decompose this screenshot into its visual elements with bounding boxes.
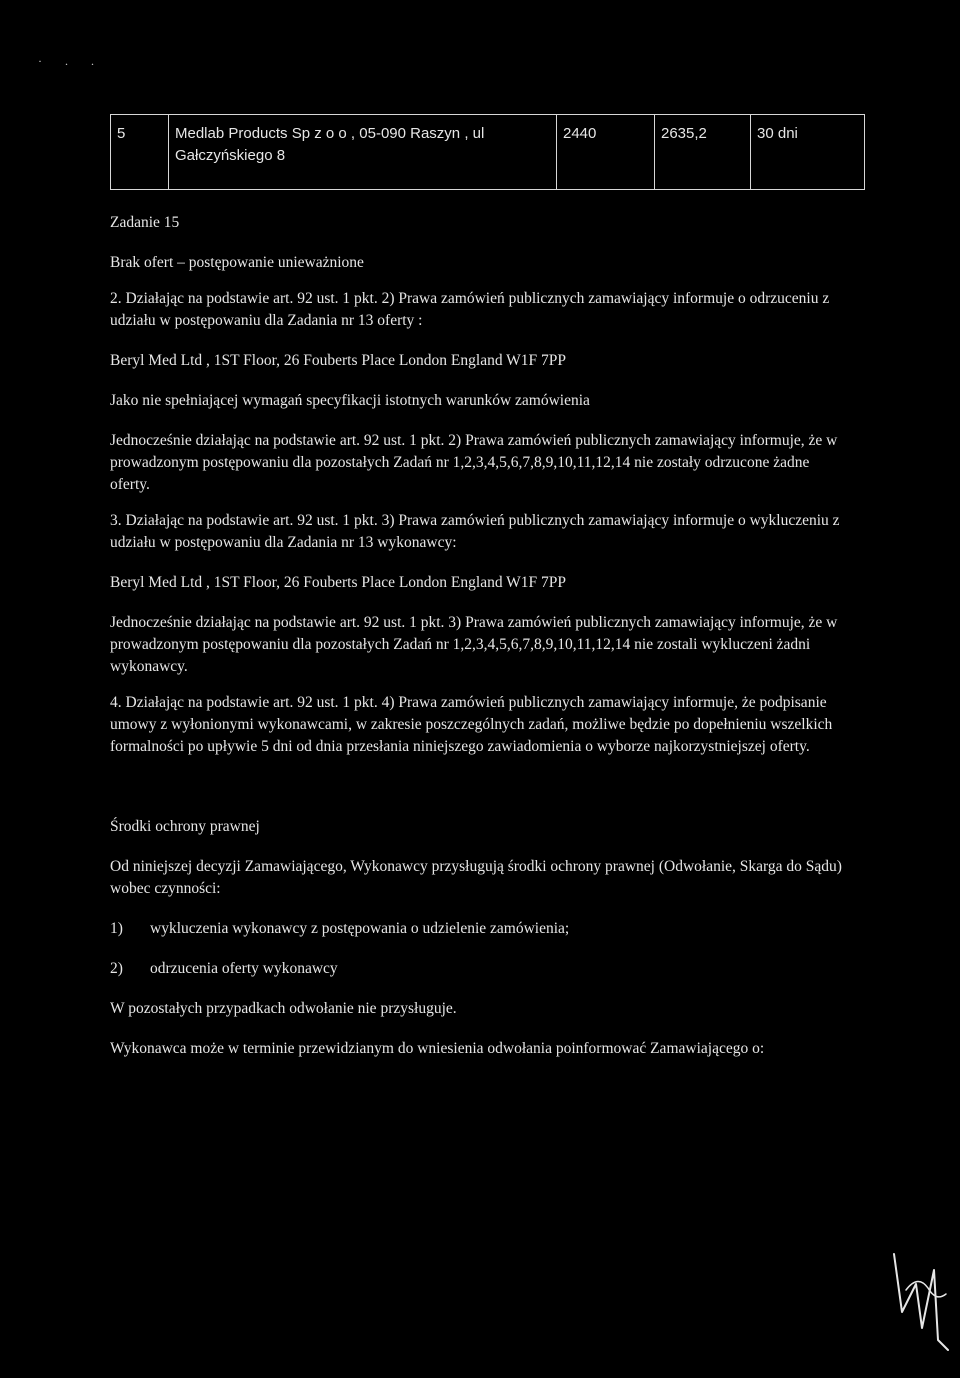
section2-note: Jednocześnie działając na podstawie art. 92 ust. 1 pkt. 2) Prawa zamówień publicznych zamawiający informuje, że w prowadzonym postępowaniu dla pozostałych Zadań nr 1,2,3,4,5,6,7,8,9,10,11,12,14 nie zostały odrzucone żadne oferty. <box>110 432 838 493</box>
section2-company: Beryl Med Ltd , 1ST Floor, 26 Fouberts Place London England W1F 7PP <box>110 352 567 369</box>
legal-heading: Środki ochrony prawnej <box>110 818 260 835</box>
award-table <box>110 114 865 190</box>
scan-marks: · . . <box>38 54 104 68</box>
section3-intro: 3. Działając na podstawie art. 92 ust. 1 pkt. 3) Prawa zamówień publicznych zamawiający informuje o wykluczeniu z udziału w postępowaniu dla Zadania nr 13 wykonawcy: <box>110 512 840 551</box>
table-row <box>111 115 865 190</box>
document-body <box>110 212 846 1060</box>
legal-intro: Od niniejszej decyzji Zamawiającego, Wykonawcy przysługują środki ochrony prawnej (Odwołanie, Skarga do Sądu) wobec czynności: <box>110 858 842 897</box>
list-item-number: 1) <box>110 920 123 937</box>
legal-final: Wykonawca może w terminie przewidzianym do wniesienia odwołania poinformować Zamawiającego o: <box>110 1040 765 1057</box>
list-item-text: wykluczenia wykonawcy z postępowania o udzielenie zamówienia; <box>150 920 570 937</box>
legal-other: W pozostałych przypadkach odwołanie nie przysługuje. <box>110 1000 457 1017</box>
handwritten-signature <box>888 1250 958 1355</box>
section2-reason: Jako nie spełniającej wymagań specyfikacji istotnych warunków zamówienia <box>110 392 590 409</box>
task15-heading: Zadanie 15 <box>110 214 180 231</box>
cell-contractor: Medlab Products Sp z o o , 05-090 Raszyn , ul Gałczyńskiego 8 <box>169 115 557 190</box>
cell-number: 5 <box>111 115 169 190</box>
section3-note: Jednocześnie działając na podstawie art. 92 ust. 1 pkt. 3) Prawa zamówień publicznych zamawiający informuje, że w prowadzonym postępowaniu dla pozostałych Zadań nr 1,2,3,4,5,6,7,8,9,10,11,12,14 nie zostali wykluczeni żadni wykonawcy. <box>110 614 838 675</box>
section2-intro: 2. Działając na podstawie art. 92 ust. 1 pkt. 2) Prawa zamówień publicznych zamawiający informuje o odrzuceniu z udziału w postępowaniu dla Zadania nr 13 oferty : <box>110 290 830 329</box>
task15-text: Brak ofert – postępowanie unieważnione <box>110 254 364 271</box>
list-item-number: 2) <box>110 960 123 977</box>
section3-company: Beryl Med Ltd , 1ST Floor, 26 Fouberts Place London England W1F 7PP <box>110 574 567 591</box>
cell-price-gross: 2635,2 <box>655 115 751 190</box>
cell-payment-term: 30 dni <box>751 115 865 190</box>
section4-text: 4. Działając na podstawie art. 92 ust. 1 pkt. 4) Prawa zamówień publicznych zamawiający informuje, że podpisanie umowy z wyłonionymi wykonawcami, w zakresie poszczególnych zadań, możliwe będzie po dopełnieniu wszelkich formalności po upływie 5 dni od dnia przesłania niniejszego zawiadomienia o wyborze najkorzystniejszej oferty. <box>110 694 833 755</box>
cell-price-net: 2440 <box>557 115 655 190</box>
list-item <box>110 958 846 980</box>
list-item <box>110 918 846 940</box>
list-item-text: odrzucenia oferty wykonawcy <box>150 960 338 977</box>
